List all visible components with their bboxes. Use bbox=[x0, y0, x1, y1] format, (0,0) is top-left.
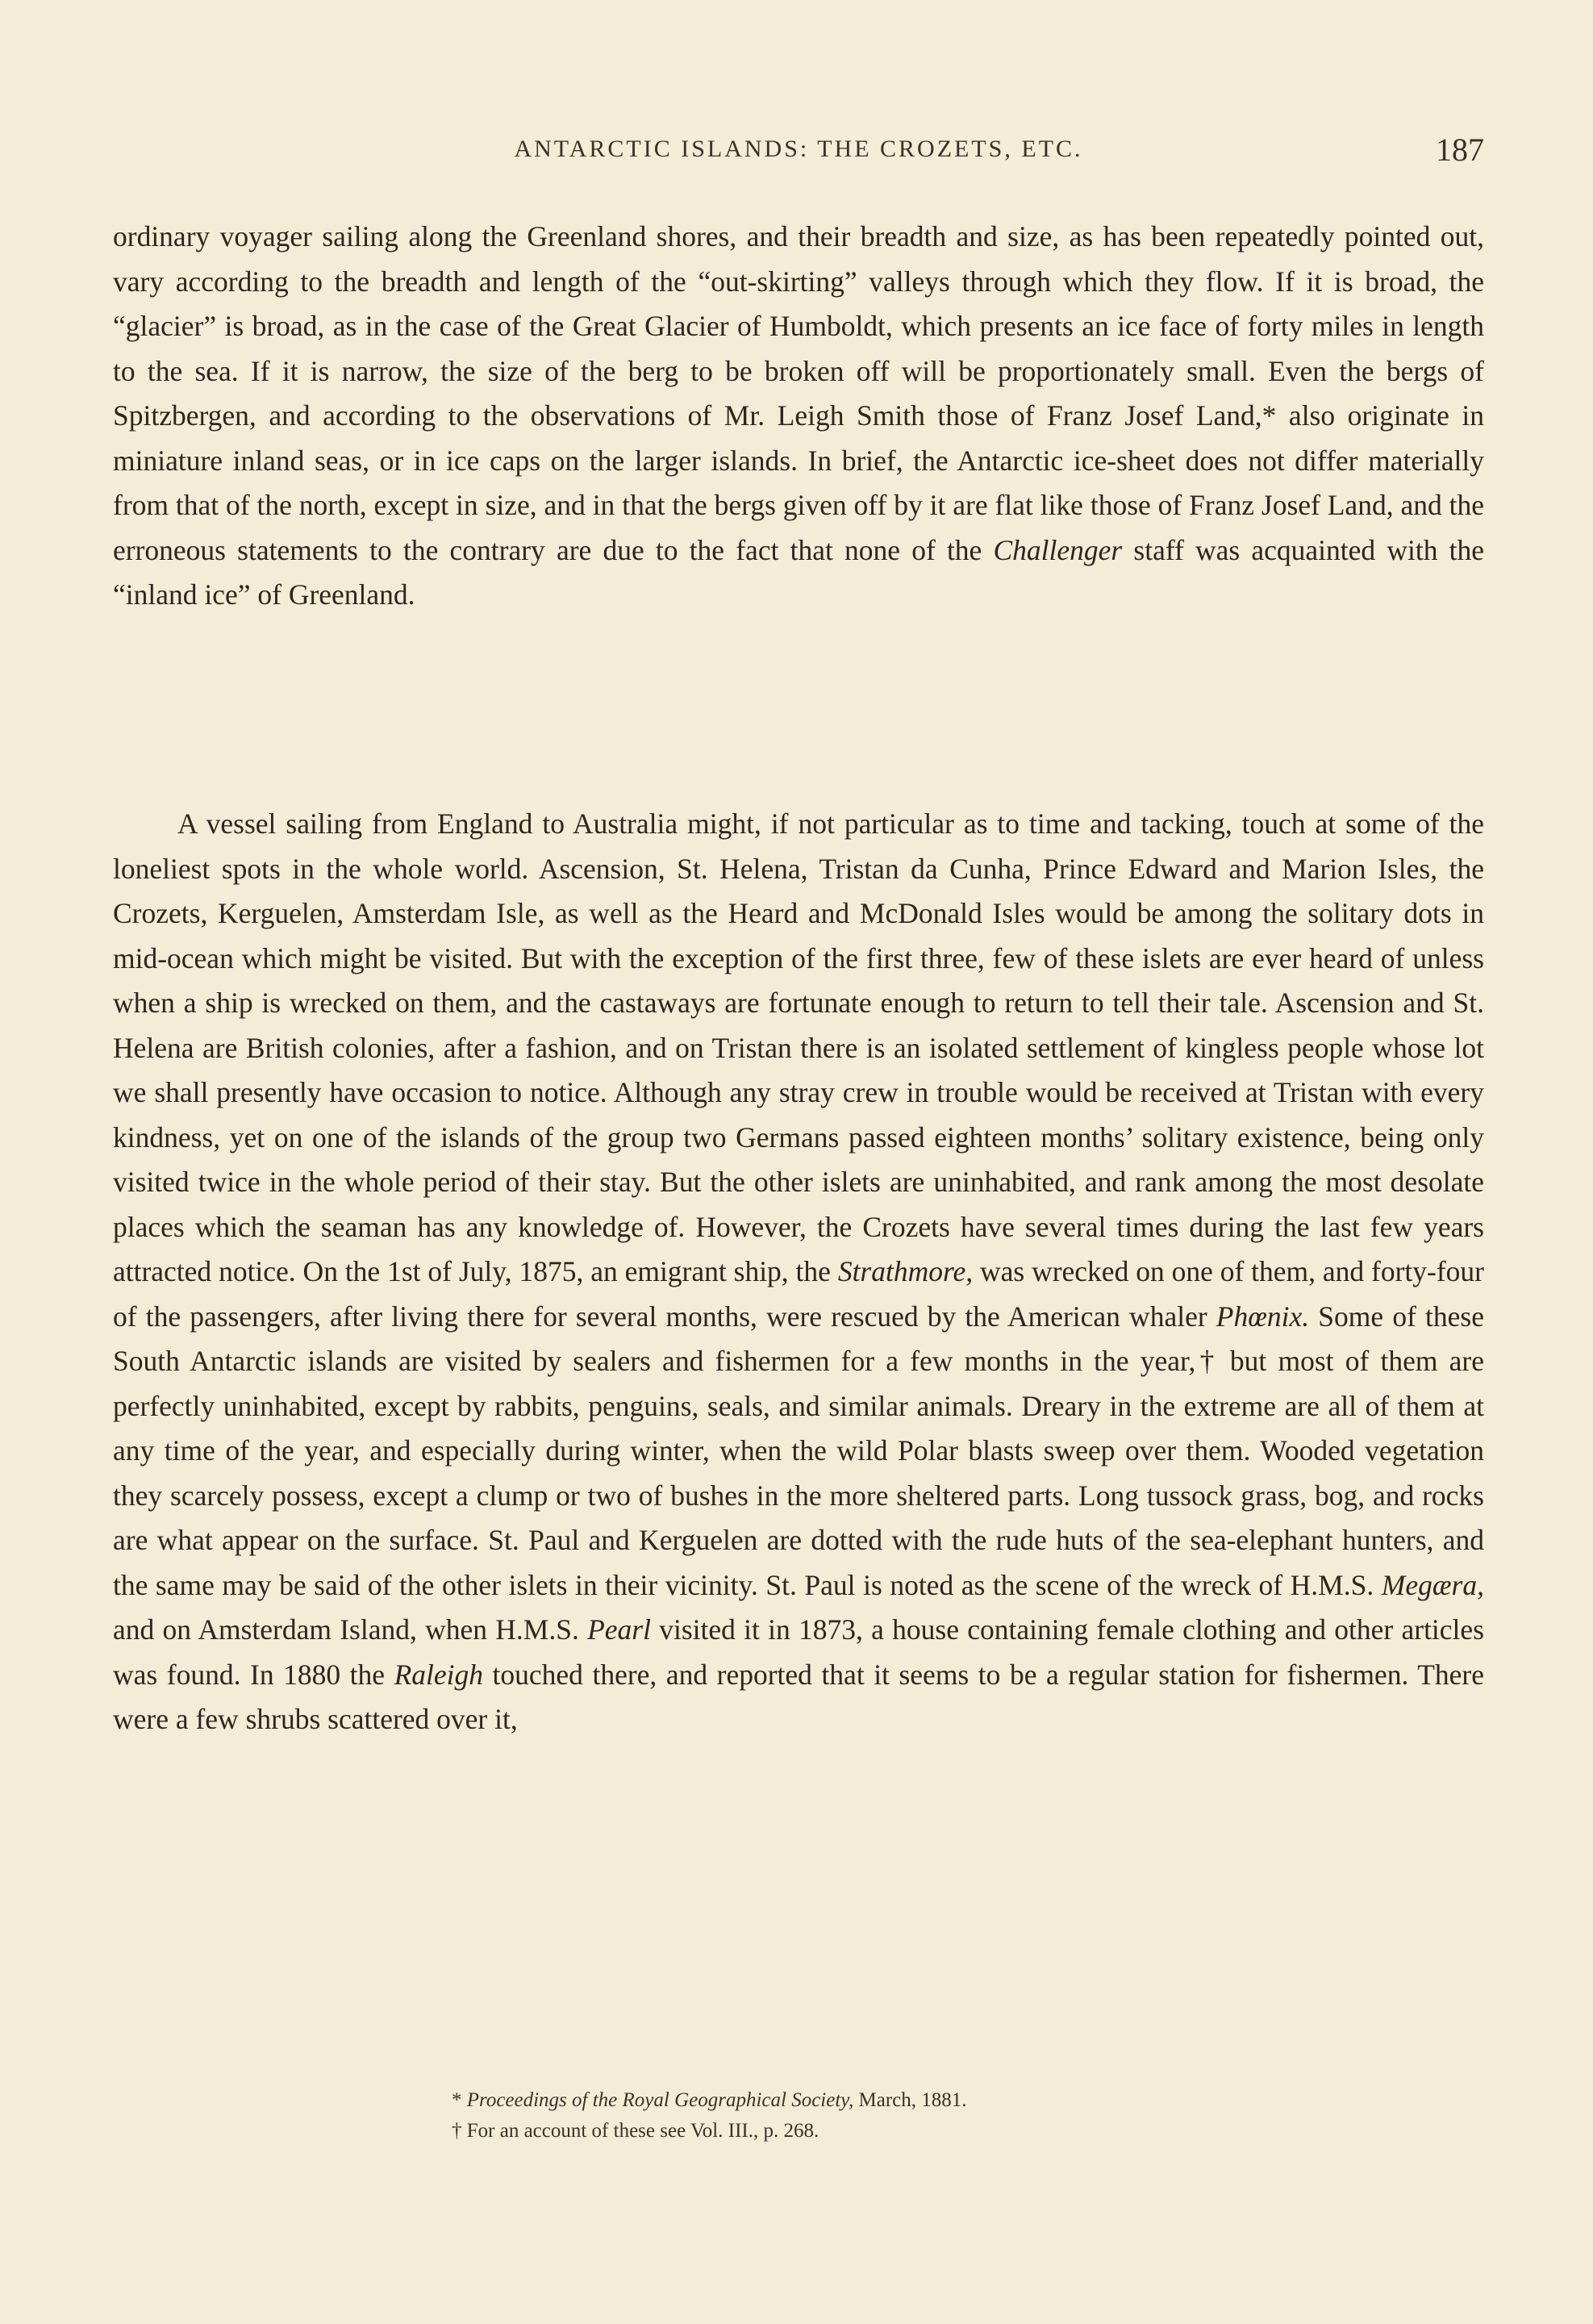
paragraph-2 bbox=[113, 802, 1484, 1742]
page-number: 187 bbox=[1436, 131, 1484, 168]
ship-name-megaera: Megæra, bbox=[1381, 1568, 1484, 1601]
footnote-2: † For an account of these see Vol. III., p. 268. bbox=[452, 2120, 819, 2142]
paragraph-2-text-b: was wrecked on one of them, and forty-four of the passengers, after living there for several months, were rescued by the American whaler bbox=[113, 1255, 1484, 1333]
footnote-1-title: Proceedings of the Royal Geographical Society, bbox=[466, 2089, 854, 2111]
footnote-1-rest: March, 1881. bbox=[853, 2089, 967, 2111]
paragraph-2-text-c: Some of these South Antarctic islands are visited by sealers and fishermen for a few months in the year,† but most of them are perfectly uninhabited, except by rabbits, penguins, seals, and similar animals. Dreary in the extreme are all of them at any time of the year, and especially during winter, when the wild Polar blasts sweep over them. Wooded vegetation they scarcely possess, except a clump or two of bushes in the more sheltered parts. Long tussock grass, bog, and rocks are what appear on the surface. St. Paul and Kerguelen are dotted with the rude huts of the sea-elephant hunters, and the same may be said of the other islets in their vicinity. St. Paul is noted as the scene of the wreck of H.M.S. bbox=[113, 1300, 1484, 1601]
running-head: ANTARCTIC ISLANDS: THE CROZETS, ETC. bbox=[514, 136, 1083, 162]
ship-name-challenger: Challenger bbox=[993, 533, 1123, 566]
paragraph-2-text-a: A vessel sailing from England to Australia might, if not particular as to time and tacking, touch at some of the loneliest spots in the whole world. Ascension, St. Helena, Tristan da Cunha, Prince Edward and Marion Isles, the Crozets, Kerguelen, Amsterdam Isle, as well as the Heard and McDonald Isles would be among the solitary dots in mid-ocean which might be visited. But with the exception of the first three, few of these islets are ever heard of unless when a ship is wrecked on them, and the castaways are fortunate enough to return to tell their tale. Ascension and St. Helena are British colonies, after a fashion, and on Tristan there is an isolated settlement of kingless people whose lot we shall presently have occasion to notice. Although any stray crew in trouble would be received at Tristan with every kindness, yet on one of the islands of the group two Germans passed eighteen months’ solitary existence, being only visited twice in the whole period of their stay. But the other islets are uninhabited, and rank among the most desolate places which the seaman has any knowledge of. However, the Crozets have several times during the last few years attracted notice. On the 1st of July, 1875, an emigrant ship, the bbox=[113, 807, 1484, 1287]
ship-name-phoenix: Phœnix. bbox=[1216, 1300, 1310, 1333]
footnotes bbox=[452, 2085, 1339, 2147]
paragraph-1 bbox=[113, 215, 1484, 618]
paragraph-2-text-f: touched there, and reported that it seems to be a regular station for fishermen. There were a few shrubs scattered over it, bbox=[113, 1658, 1484, 1735]
footnote-1 bbox=[452, 2085, 1339, 2116]
page-header bbox=[113, 131, 1484, 176]
paragraph-2-text-e: visited it in 1873, a house containing female clothing and other articles was found. In 1880 the bbox=[113, 1613, 1484, 1691]
paragraph-1-text-b: staff was acquainted with the “inland ice” of Greenland. bbox=[113, 533, 1484, 611]
footnote-1-mark: * bbox=[452, 2089, 467, 2111]
ship-name-strathmore: Strathmore, bbox=[837, 1255, 974, 1287]
paragraph-1-text-a: ordinary voyager sailing along the Greenland shores, and their breadth and size, as has been repeatedly pointed out, vary according to the breadth and length of the “out-skirting” valleys through which they flow. If it is broad, the “glacier” is broad, as in the case of the Great Glacier of Humboldt, which presents an ice face of forty miles in length to the sea. If it is narrow, the size of the berg to be broken off will be proportionately small. Even the bergs of Spitzbergen, and according to the observations of Mr. Leigh Smith those of Franz Josef Land,* also originate in miniature inland seas, or in ice caps on the larger islands. In brief, the Antarctic ice-sheet does not differ materially from that of the north, except in size, and in that the bergs given off by it are flat like those of Franz Josef Land, and the erroneous statements to the contrary are due to the fact that none of the bbox=[113, 220, 1484, 566]
ship-name-pearl: Pearl bbox=[587, 1613, 651, 1646]
paragraph-2-text-d: and on Amsterdam Island, when H.M.S. bbox=[113, 1613, 588, 1646]
ship-name-raleigh: Raleigh bbox=[394, 1658, 483, 1691]
